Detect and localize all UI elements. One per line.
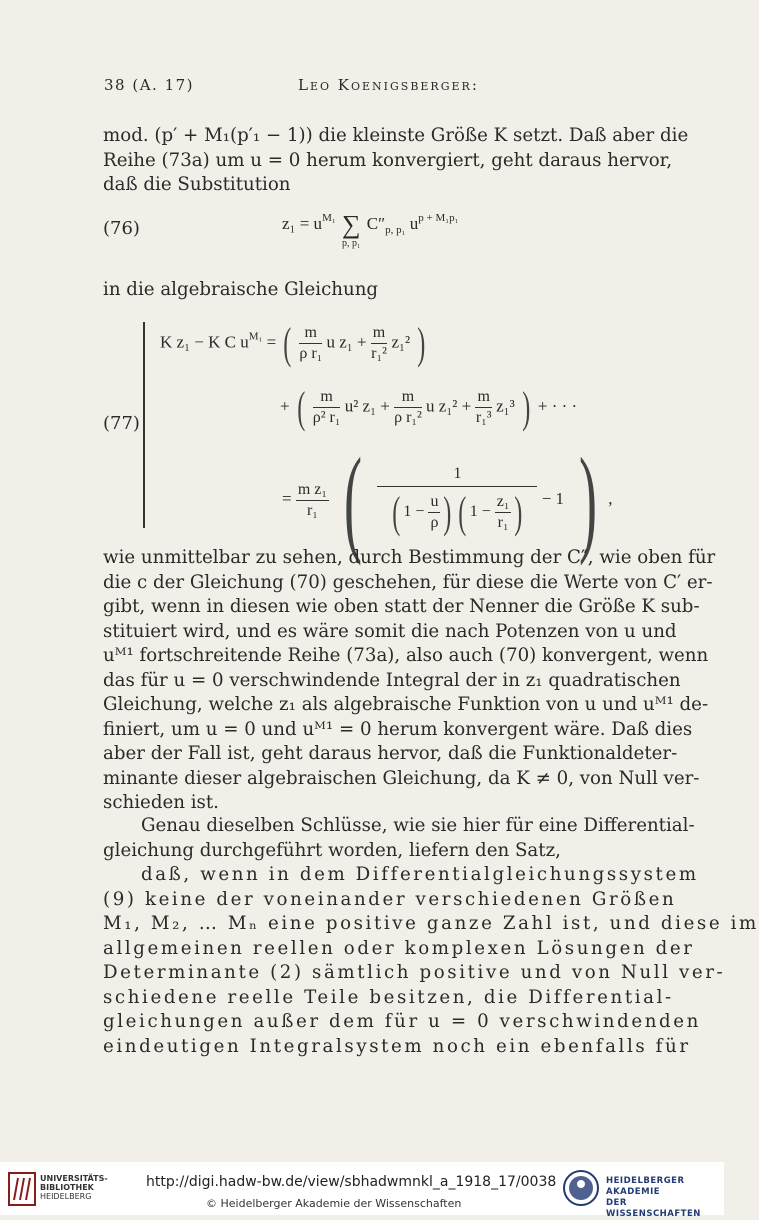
denominator: ρ r₁² [394, 409, 422, 426]
numerator: z₁ [495, 492, 512, 513]
denominator: r₁³ [475, 409, 492, 426]
paragraph-1 [103, 124, 689, 198]
numerator: m [299, 323, 322, 344]
comma: , [608, 488, 613, 508]
eq76-lhs: z₁ = u [282, 214, 323, 233]
right-paren: ) [522, 383, 531, 432]
text-line: M₁, M₂, … Mₙ eine positive ganze Zahl ist, und diese im [103, 913, 759, 934]
term: u z₁² + [426, 396, 472, 416]
denominator [377, 487, 537, 538]
numerator: m [475, 387, 491, 408]
eq76-u: u [409, 214, 419, 233]
left-paren: ( [297, 383, 306, 432]
footer-bar [0, 1162, 724, 1219]
denominator: ρ² r₁ [312, 409, 341, 426]
fraction [313, 387, 341, 428]
text-line: gleichungen außer dem für u = 0 verschwindenden [103, 1011, 701, 1032]
numerator: u [428, 492, 440, 513]
term: 1 − [403, 503, 425, 521]
equals: = [282, 488, 292, 508]
fraction [495, 492, 512, 533]
university-library-logo-icon [8, 1172, 36, 1206]
fraction [428, 492, 440, 533]
term: 1 − [469, 503, 491, 521]
text-line: daß, wenn in dem Differentialgleichungssystem [141, 864, 699, 885]
text-line: mod. (p′ + M₁(p′₁ − 1)) die kleinste Größe K setzt. Daß aber die [103, 125, 689, 146]
equation-number-77: (77) [103, 413, 140, 434]
denominator: r₁ [497, 514, 509, 531]
eq77-row2 [280, 382, 577, 433]
text-line: das für u = 0 verschwindende Integral der in z₁ quadratischen [103, 669, 681, 691]
equation-76 [282, 212, 502, 262]
text-line: stituiert wird, und es wäre somit die nach Potenzen von u und [103, 620, 677, 642]
term: − 1 [541, 488, 565, 508]
equation-77-bracket [143, 322, 145, 528]
numerator: m [371, 323, 387, 344]
denominator: ρ [430, 514, 439, 531]
fraction [371, 323, 387, 364]
academy-seal-icon [562, 1168, 600, 1208]
term: z₁² [391, 332, 411, 352]
library-line: UNIVERSITÄTS- [40, 1174, 108, 1183]
text-line: allgemeinen reellen oder komplexen Lösungen der [103, 937, 695, 959]
source-link[interactable]: http://digi.hadw-bw.de/view/sbhadwmnkl_a_1918_17/0038 [146, 1174, 557, 1190]
denominator: r₁² [371, 345, 387, 362]
fraction [296, 480, 329, 521]
page-number: 38 (A. 17) [104, 76, 195, 94]
eq76-term-sub: p, p₁ [385, 224, 406, 236]
copyright-text: © Heidelberger Akademie der Wissenschaften [206, 1197, 462, 1210]
left-paren: ( [458, 488, 467, 537]
text-line: minante dieser algebraischen Gleichung, da K ≠ 0, von Null ver- [103, 767, 700, 789]
term: u z₁ + [326, 332, 367, 352]
term: u² z₁ + [344, 396, 390, 416]
text-line: Reihe (73a) um u = 0 herum konvergiert, geht daraus hervor, [103, 149, 673, 171]
academy-name [606, 1176, 724, 1220]
library-name [40, 1174, 108, 1201]
left-paren: ( [344, 433, 363, 566]
text-line: finiert, um u = 0 und uᴹ¹ = 0 herum konvergent wäre. Daß dies [103, 718, 693, 740]
numerator: 1 [377, 462, 537, 487]
equation-number-76: (76) [103, 218, 140, 239]
paragraph-3 [103, 546, 716, 816]
fraction [394, 387, 422, 428]
equals: = [266, 332, 277, 352]
author-header: Leo Koenigsberger: [298, 76, 479, 94]
tail: + · · · [537, 396, 578, 416]
numerator: m z₁ [296, 480, 329, 501]
text-line: die c der Gleichung (70) geschehen, für diese die Werte von C′ er- [103, 571, 713, 593]
denominator: ρ r₁ [299, 345, 323, 362]
eq77-row3 [282, 433, 613, 566]
theorem-paragraph [103, 863, 759, 1059]
text-line: uᴹ¹ fortschreitende Reihe (73a), also auch (70) konvergent, wenn [103, 645, 709, 666]
sum-index: p, p₁ [341, 238, 361, 249]
sum-block [342, 212, 361, 250]
text-line: Determinante (2) sämtlich positive und von Null ver- [103, 962, 726, 983]
text-line: wie unmittelbar zu sehen, durch Bestimmung der C″, wie oben für [103, 547, 716, 568]
eq76-lhs-sup: M₁ [322, 212, 336, 224]
fraction [299, 323, 322, 364]
text-line: daß die Substitution [103, 174, 291, 195]
text-line: gibt, wenn in diesen wie oben statt der Nenner die Größe K sub- [103, 596, 700, 617]
text-line: (9) keine der voneinander verschiedenen Größen [103, 888, 677, 910]
paragraph-2 [103, 278, 659, 303]
plus: + [280, 396, 290, 416]
numerator: m [394, 387, 422, 408]
right-paren: ) [514, 488, 523, 537]
text-line: eindeutigen Integralsystem noch ein ebenfalls für [103, 1035, 691, 1057]
eq77-row1-lhs-sup: M₁ [248, 330, 263, 343]
paragraph-4 [103, 814, 695, 863]
sum-symbol: ∑ [341, 210, 361, 239]
text-line: Genau dieselben Schlüsse, wie sie hier für eine Differential- [141, 815, 695, 836]
library-line: HEIDELBERG [40, 1192, 92, 1201]
academy-line: HEIDELBERGER AKADEMIE [606, 1176, 685, 1197]
text-line: in die algebraische Gleichung [103, 279, 379, 300]
fraction [475, 387, 491, 428]
eq76-u-sup: p + M₁p₁ [418, 212, 459, 224]
left-paren: ( [392, 488, 401, 537]
text-line: aber der Fall ist, geht daraus hervor, daß die Funktionaldeter- [103, 743, 678, 764]
right-paren: ) [417, 319, 426, 368]
text-line: schieden ist. [103, 792, 219, 813]
right-paren: ) [579, 433, 598, 566]
denominator: r₁ [306, 501, 318, 519]
left-paren: ( [283, 319, 292, 368]
eq77-row1-lhs: K z₁ − K C u [160, 332, 249, 352]
numerator: m [313, 387, 341, 408]
text-line: Gleichung, welche z₁ als algebraische Funktion von u und uᴹ¹ de- [103, 694, 709, 715]
right-paren: ) [443, 488, 452, 537]
academy-line: DER WISSENSCHAFTEN [606, 1198, 701, 1219]
text-line: gleichung durchgeführt worden, liefern den Satz, [103, 839, 561, 861]
big-fraction [377, 462, 537, 538]
eq76-term: C″ [366, 214, 386, 233]
eq77-row1 [160, 318, 429, 369]
text-line: schiedene reelle Teile besitzen, die Differential- [103, 986, 674, 1008]
library-line: BIBLIOTHEK [40, 1183, 94, 1192]
term: z₁³ [496, 396, 515, 416]
